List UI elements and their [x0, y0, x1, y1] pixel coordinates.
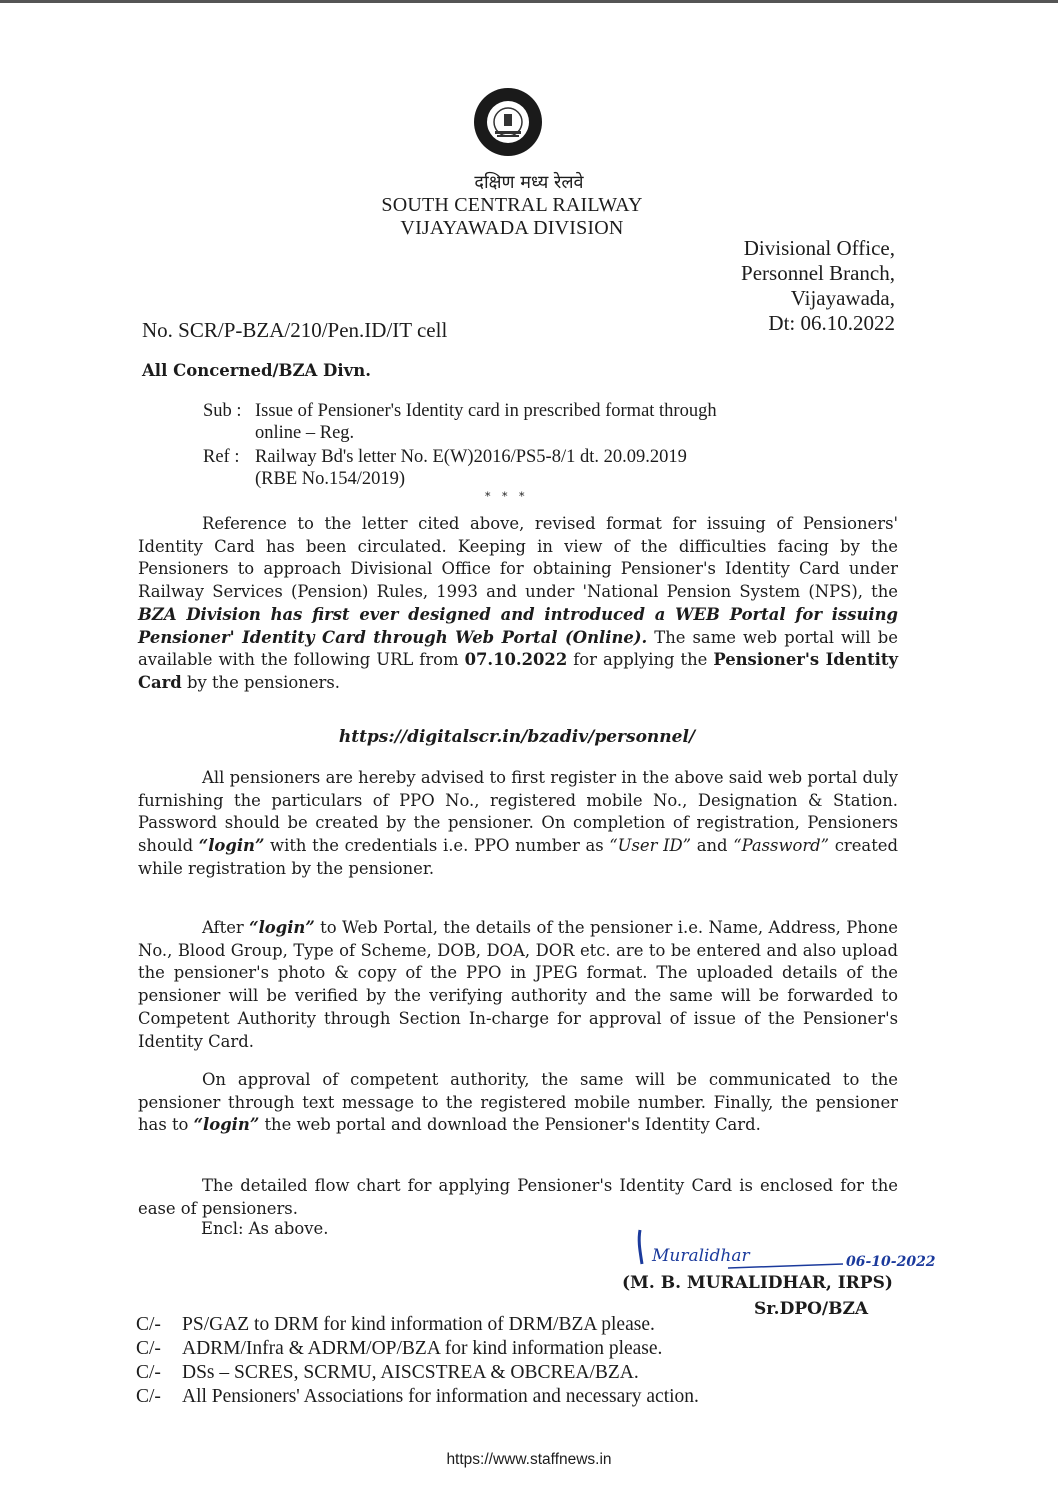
indian-railways-logo — [473, 87, 543, 157]
reference-label: Ref : — [203, 447, 240, 467]
address-line: Divisional Office, — [743, 236, 895, 260]
paragraph-3 — [138, 917, 898, 1053]
copy-text: DSs – SCRES, SCRMU, AISCSTREA & OBCREA/BZA. — [182, 1362, 639, 1383]
emphasis-text: “login” — [198, 836, 265, 856]
paragraph-1 — [138, 513, 898, 695]
emphasis-text: BZA Division has first ever designed and introduced a WEB Portal for issuing Pensioner' Identity Card through Web Portal (Online). — [138, 604, 898, 647]
hindi-org-name: दक्षिण मध्य रेलवे — [474, 172, 584, 193]
copy-text: PS/GAZ to DRM for kind information of DRM/BZA please. — [182, 1314, 655, 1335]
reference-text: Railway Bd's letter No. E(W)2016/PS5-8/1 dt. 20.09.2019 — [255, 447, 687, 467]
copy-to-item — [136, 1338, 662, 1360]
launch-date: 07.10.2022 — [464, 650, 568, 670]
text: All pensioners are hereby advised to first register in the above said web portal duly furnishing the particulars of PPO No., registered mobile No., Designation & Station. Password should be created by the pensioner. On completion of registration, Pensioners should — [138, 768, 898, 856]
paragraph-5: The detailed flow chart for applying Pensioner's Identity Card is enclosed for the ease of pensioners. — [138, 1176, 898, 1218]
paragraph-2 — [138, 767, 898, 881]
text: the web portal and download the Pensioner's Identity Card. — [259, 1115, 761, 1135]
subject-label: Sub : — [203, 401, 242, 421]
subject-text: online – Reg. — [255, 423, 355, 443]
text: After — [202, 918, 250, 937]
text: for applying the — [567, 650, 714, 670]
addressee: All Concerned/BZA Divn. — [142, 361, 371, 380]
copy-text: All Pensioners' Associations for information and necessary action. — [182, 1386, 699, 1407]
subject-text: Issue of Pensioner's Identity card in prescribed format through — [255, 401, 717, 421]
office-address — [741, 236, 895, 336]
handwritten-signature: Muralidhar — [652, 1246, 750, 1266]
emphasis-text: “Password” — [733, 836, 830, 856]
emphasis-text: Pensioner's Identity Card — [138, 650, 898, 692]
org-name: SOUTH CENTRAL RAILWAY — [381, 194, 643, 216]
text: by the pensioners. — [181, 672, 340, 692]
copy-to-item — [136, 1362, 639, 1384]
paragraph-4 — [138, 1069, 898, 1137]
reference — [203, 446, 687, 490]
copy-prefix: C/- — [136, 1338, 161, 1359]
text: to Web Portal, the details of the pensioner i.e. Name, Address, Phone No., Blood Group, Type of Scheme, DOB, DOA, DOR etc. are to be entered and also upload the pensioner's photo & copy of the PPO in JPEG format. The uploaded details of the pensioner will be verified by the verifying authority and the same will be forwarded to Competent Authority through Section In-charge for approval of issue of the Pensioner's Identity Card. — [138, 918, 898, 1051]
text: and — [691, 836, 734, 856]
address-line: Personnel Branch, — [741, 261, 895, 285]
emphasis-text: “User ID” — [609, 836, 692, 856]
signatory-designation: Sr.DPO/BZA — [754, 1299, 869, 1319]
copy-text: ADRM/Infra & ADRM/OP/BZA for kind information please. — [182, 1338, 663, 1359]
copy-to-item — [136, 1386, 699, 1408]
address-line: Vijayawada, — [790, 286, 895, 310]
signatory-name: (M. B. MURALIDHAR, IRPS) — [622, 1273, 893, 1293]
text: On approval of competent authority, the same will be communicated to the pensioner through text message to the registered mobile number. Finally, the pensioner has to — [138, 1070, 898, 1135]
footer-watermark-link[interactable]: https://www.staffnews.in — [446, 1451, 612, 1468]
enclosure-note: Encl: As above. — [201, 1219, 329, 1238]
emphasis-text: “login” — [193, 1115, 260, 1135]
copy-prefix: C/- — [136, 1362, 161, 1383]
letter-date: Dt: 06.10.2022 — [768, 311, 895, 335]
portal-url-link[interactable]: https://digitalscr.in/bzadiv/personnel/ — [338, 727, 696, 747]
emphasis-text: “login” — [249, 918, 315, 937]
text: created while registration by the pensioner. — [138, 836, 898, 878]
signature-date: 06-10-2022 — [846, 1254, 936, 1270]
subject — [203, 400, 717, 444]
copy-prefix: C/- — [136, 1386, 161, 1407]
text: The same web portal will be available with the following URL from — [138, 627, 898, 670]
text: Reference to the letter cited above, revised format for issuing of Pensioners' Identity Card has been circulated. Keeping in view of the difficulties facing by the Pensioners to approach Divisional Office for obtaining Pensioner's Identity Card under Railway Services (Pension) Rules, 1993 and under 'National Pension System (NPS), the — [138, 514, 898, 602]
scan-edge-line — [0, 0, 1058, 3]
text: with the credentials i.e. PPO number as — [264, 836, 610, 856]
reference-number: No. SCR/P-BZA/210/Pen.ID/IT cell — [142, 318, 448, 342]
division-name: VIJAYAWADA DIVISION — [400, 217, 624, 239]
copy-prefix: C/- — [136, 1314, 161, 1335]
separator: * * * — [485, 490, 529, 503]
copy-to-item — [136, 1314, 655, 1336]
reference-text: (RBE No.154/2019) — [255, 469, 406, 489]
